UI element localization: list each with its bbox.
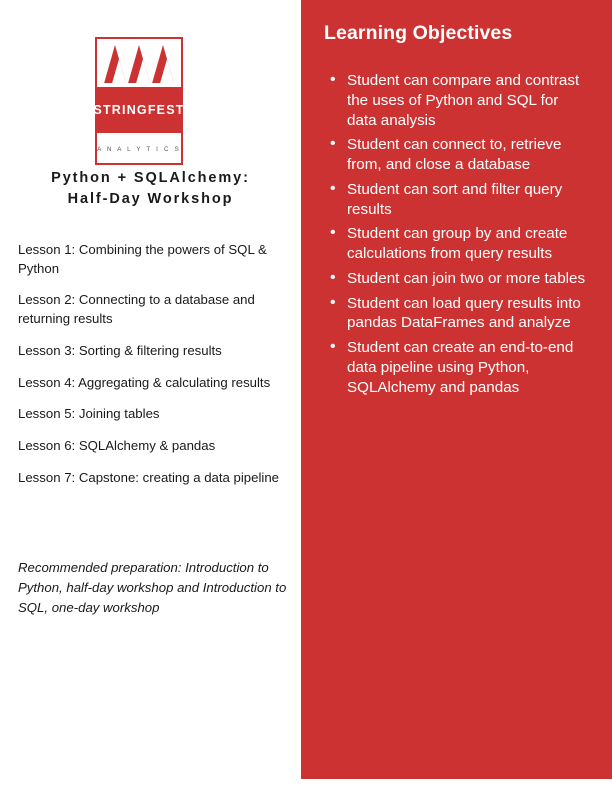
list-item: • Student can create an end-to-end data pipeline using Python, SQLAlchemy and pandas — [345, 338, 592, 397]
list-item: • Student can connect to, retrieve from, and close a database — [345, 135, 592, 175]
lesson-list — [18, 241, 290, 501]
learning-objectives-list — [313, 71, 598, 397]
list-item: • Student can group by and create calculations from query results — [345, 224, 592, 264]
list-item: Lesson 4: Aggregating & calculating results — [18, 374, 271, 390]
logo-brand-name: STRINGFEST — [97, 87, 181, 133]
logo — [95, 37, 183, 165]
page-title-line1: Python + SQLAlchemy: — [51, 170, 250, 186]
list-item: Lesson 7: Capstone: creating a data pipeline — [18, 469, 280, 485]
list-item: • Student can sort and filter query results — [345, 180, 592, 220]
left-column — [0, 0, 301, 792]
logo-brand-subtitle: A N A L Y T I C S — [97, 145, 181, 153]
learning-objectives-content — [301, 0, 612, 779]
list-item: • Student can load query results into pandas DataFrames and analyze — [345, 294, 592, 334]
list-item: • Student can compare and contrast the uses of Python and SQL for data analysis — [345, 71, 592, 130]
list-item: Lesson 1: Combining the powers of SQL & Python — [18, 242, 267, 276]
recommended-preparation: Recommended preparation: Introduction to Python, half-day workshop and Introduction to SQL, one-day workshop — [18, 560, 287, 615]
list-item: Lesson 5: Joining tables — [18, 406, 160, 422]
list-item: • Student can join two or more tables — [345, 269, 592, 289]
list-item: Lesson 3: Sorting & filtering results — [18, 342, 222, 358]
mountain-peaks-icon — [97, 39, 181, 87]
page-title — [0, 168, 301, 210]
learning-objectives-heading: Learning Objectives — [324, 22, 513, 44]
learning-objectives-panel — [301, 0, 612, 779]
list-item: Lesson 2: Connecting to a database and returning results — [18, 292, 255, 327]
list-item: Lesson 6: SQLAlchemy & pandas — [18, 438, 216, 454]
page-title-line2: Half-Day Workshop — [67, 191, 234, 208]
